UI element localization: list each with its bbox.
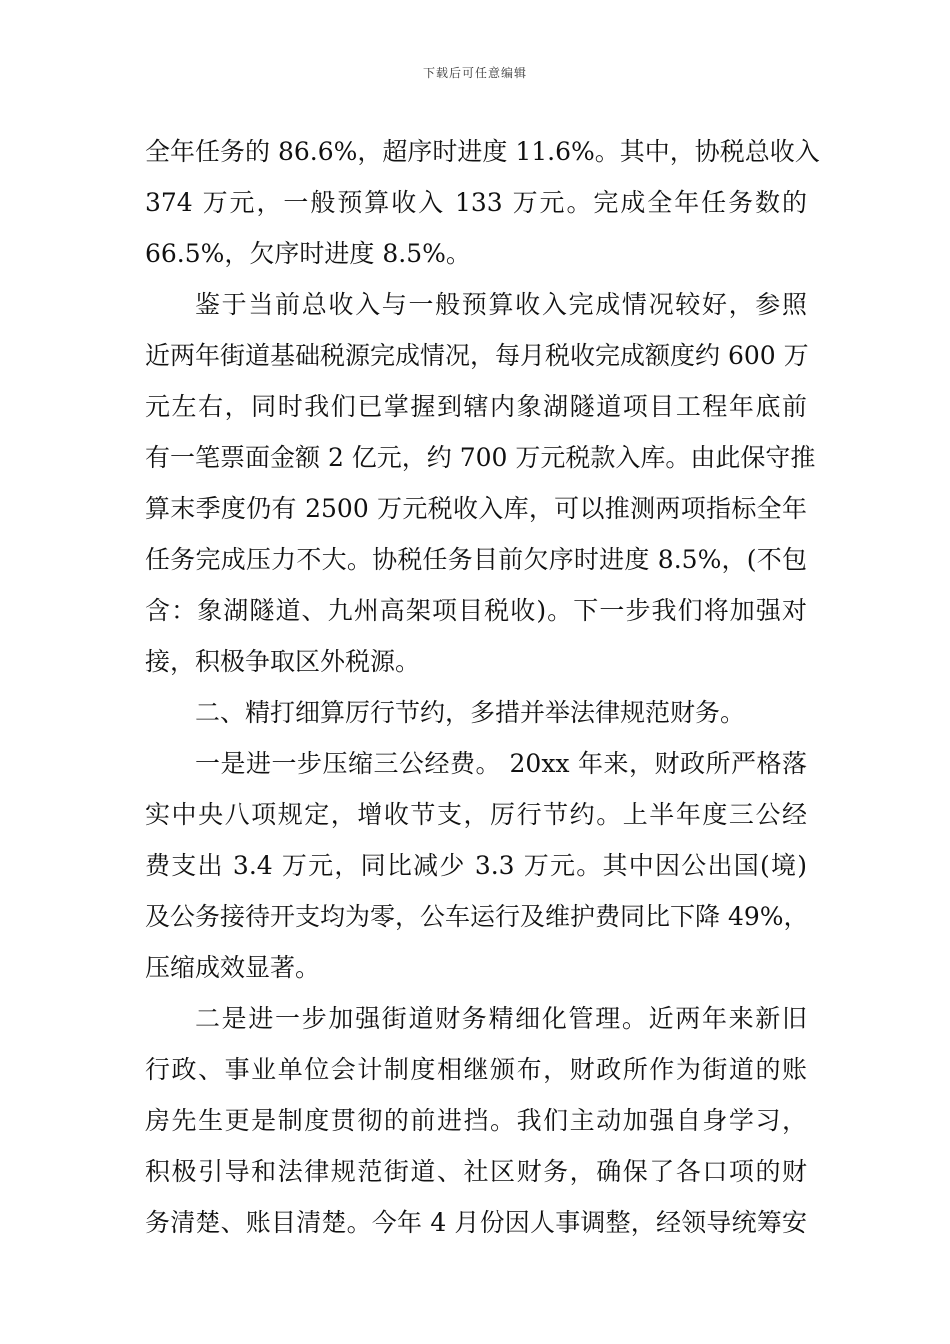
document-body — [145, 126, 820, 1248]
text-line: 374 万元，一般预算收入 133 万元。完成全年任务数的 — [145, 188, 807, 217]
text-line: 接，积极争取区外税源。 — [145, 647, 421, 676]
text-line: 任务完成压力不大。协税任务目前欠序时进度 8.5%，(不包 — [145, 545, 807, 574]
text-line: 压缩成效显著。 — [145, 953, 321, 982]
text-line: 66.5%，欠序时进度 8.5%。 — [145, 239, 471, 268]
text-line: 鉴于当前总收入与一般预算收入完成情况较好，参照 — [195, 290, 807, 319]
text-line: 积极引导和法律规范街道、社区财务，确保了各口项的财 — [145, 1157, 807, 1186]
text-line: 房先生更是制度贯彻的前进挡。我们主动加强自身学习， — [145, 1106, 807, 1135]
text-line: 务清楚、账目清楚。今年 4 月份因人事调整，经领导统筹安 — [145, 1208, 807, 1237]
page-header: 下载后可任意编辑 — [422, 66, 527, 80]
text-line: 算末季度仍有 2500 万元税收入库，可以推测两项指标全年 — [145, 494, 807, 523]
section-heading: 二、精打细算厉行节约，多措并举法律规范财务。 — [195, 698, 746, 727]
text-line: 有一笔票面金额 2 亿元，约 700 万元税款入库。由此保守推 — [145, 443, 816, 472]
text-line: 实中央八项规定，增收节支，厉行节约。上半年度三公经 — [145, 800, 807, 829]
text-line: 及公务接待开支均为零，公车运行及维护费同比下降 49%， — [145, 902, 809, 931]
text-line: 二是进一步加强街道财务精细化管理。近两年来新旧 — [195, 1004, 807, 1033]
text-line: 含：象湖隧道、九州高架项目税收)。下一步我们将加强对 — [145, 596, 807, 625]
text-line: 近两年街道基础税源完成情况，每月税收完成额度约 600 万 — [145, 341, 809, 370]
text-line: 费支出 3.4 万元，同比减少 3.3 万元。其中因公出国(境) — [145, 851, 807, 880]
text-line: 行政、事业单位会计制度相继颁布，财政所作为街道的账 — [145, 1055, 807, 1084]
text-line: 元左右，同时我们已掌握到辖内象湖隧道项目工程年底前 — [145, 392, 807, 421]
text-line: 全年任务的 86.6%，超序时进度 11.6%。其中，协税总收入 — [145, 137, 820, 166]
text-line: 一是进一步压缩三公经费。 20xx 年来，财政所严格落 — [195, 749, 807, 778]
